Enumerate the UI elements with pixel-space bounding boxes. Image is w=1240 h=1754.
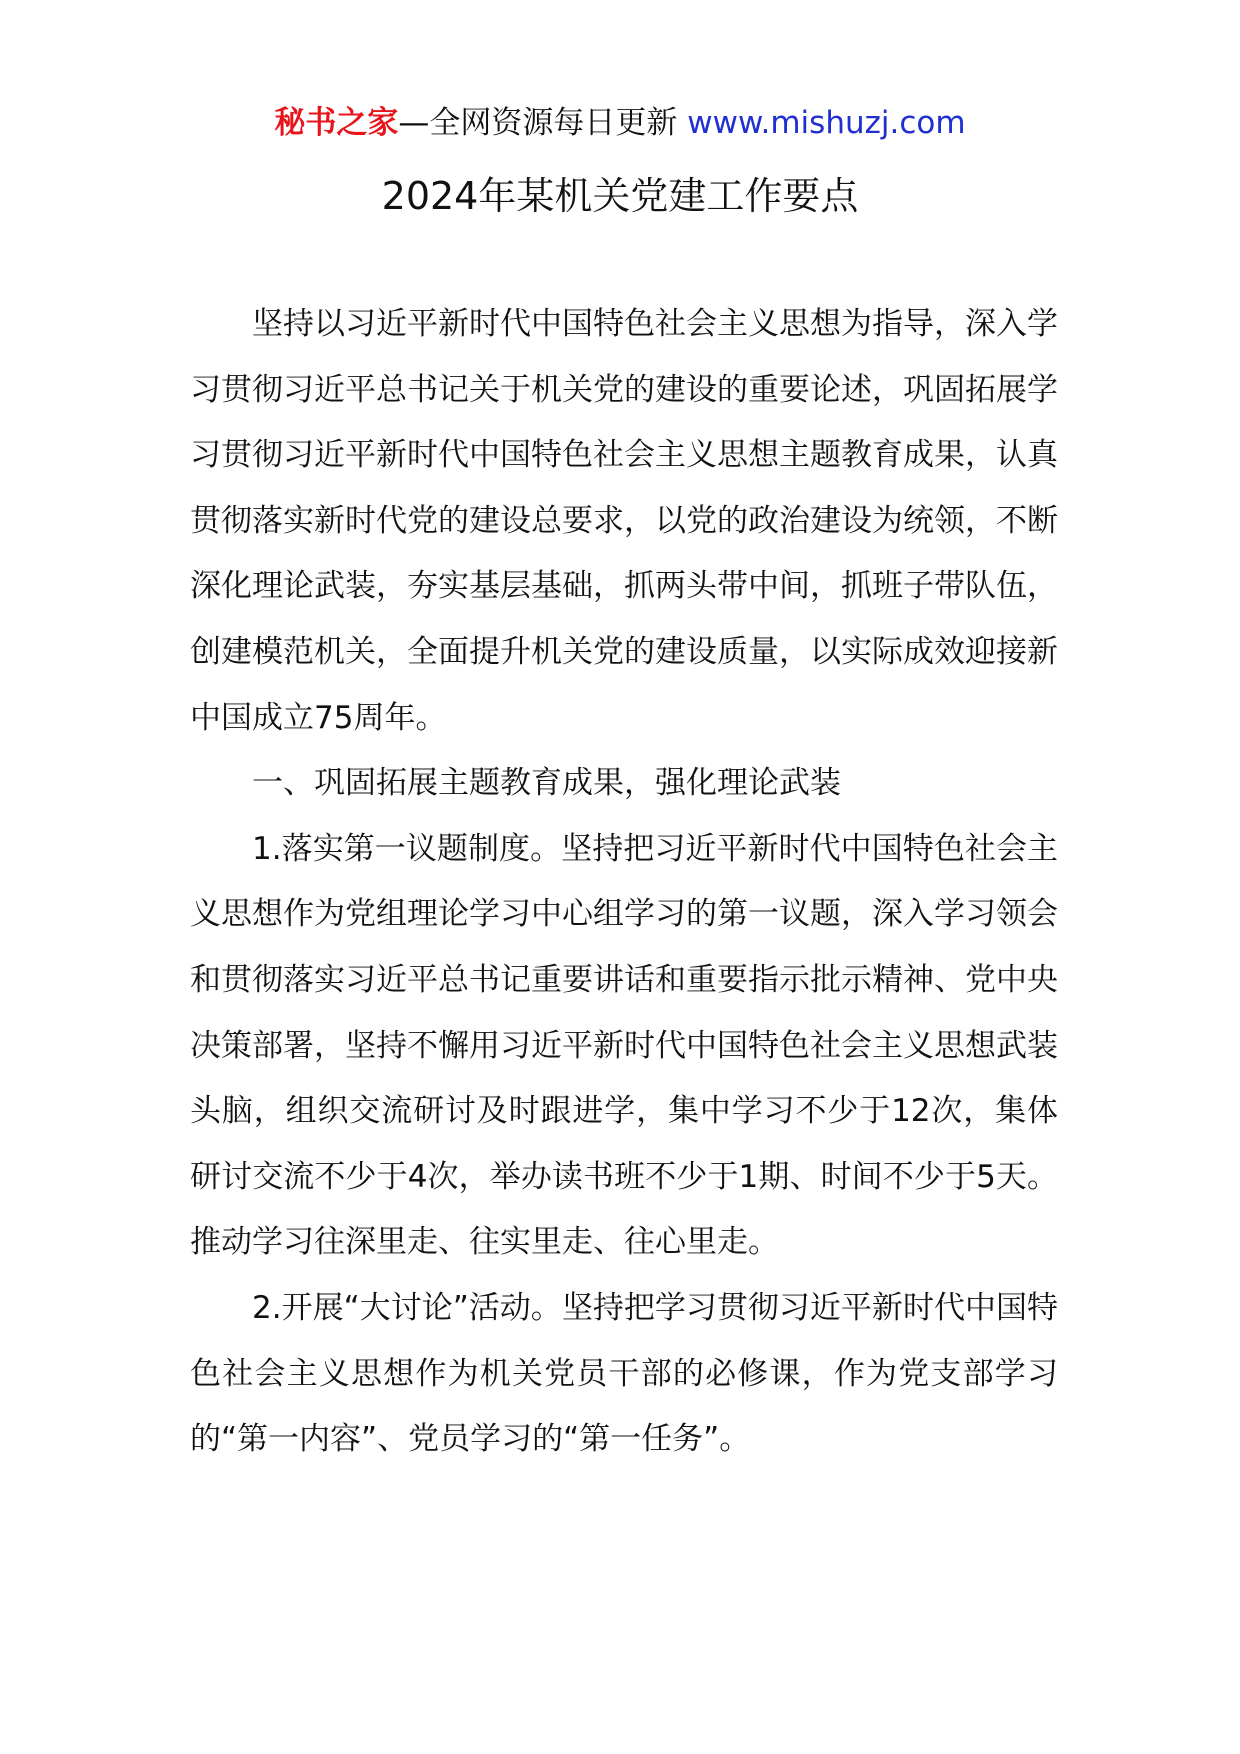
- site-tagline: —全网资源每日更新: [398, 105, 678, 141]
- site-url-link[interactable]: www.mishuzj.com: [687, 105, 966, 141]
- site-brand: 秘书之家: [274, 105, 399, 141]
- document-body: [190, 292, 1058, 1473]
- item-paragraph-2: 2.开展“大讨论”活动。坚持把学习贯彻习近平新时代中国特色社会主义思想作为机关党员干部的必修课，作为党支部学习的“第一内容”、党员学习的“第一任务”。: [190, 1289, 1058, 1458]
- document-title: 2024年某机关党建工作要点: [381, 174, 859, 218]
- site-header: [0, 100, 1240, 146]
- intro-paragraph: 坚持以习近平新时代中国特色社会主义思想为指导，深入学习贯彻习近平总书记关于机关党的建设的重要论述，巩固拓展学习贯彻习近平新时代中国特色社会主义思想主题教育成果，认真贯彻落实新时代党的建设总要求，以党的政治建设为统领，不断深化理论武装，夯实基层基础，抓两头带中间，抓班子带队伍，创建模范机关，全面提升机关党的建设质量，以实际成效迎接新中国成立75周年。: [190, 306, 1058, 736]
- section-heading-1: 一、巩固拓展主题教育成果，强化理论武装: [252, 765, 841, 802]
- item-paragraph-1: 1.落实第一议题制度。坚持把习近平新时代中国特色社会主义思想作为党组理论学习中心组学习的第一议题，深入学习领会和贯彻落实习近平总书记重要讲话和重要指示批示精神、党中央决策部署，坚持不懈用习近平新时代中国特色社会主义思想武装头脑，组织交流研讨及时跟进学，集中学习不少于12次，集体研讨交流不少于4次，举办读书班不少于1期、时间不少于5天。推动学习往深里走、往实里走、往心里走。: [190, 830, 1058, 1261]
